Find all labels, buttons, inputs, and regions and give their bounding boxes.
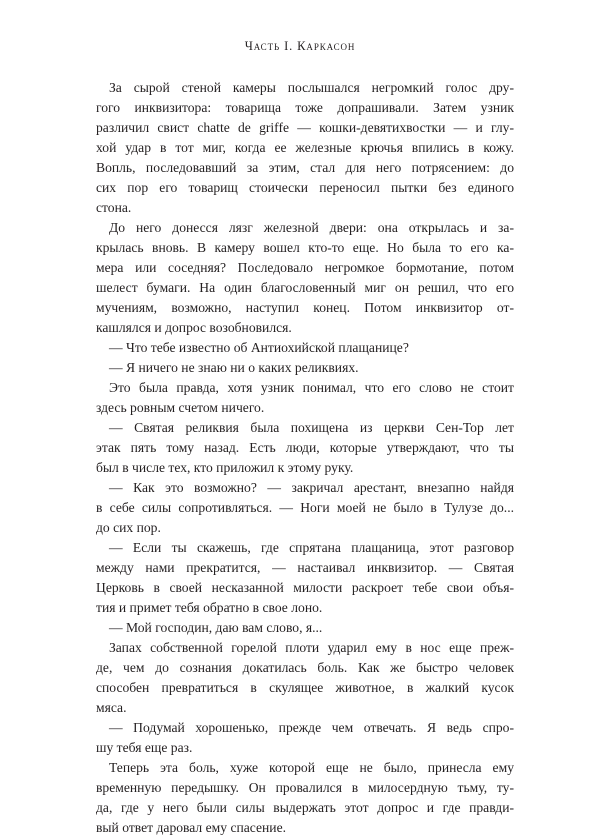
- text-line: мучениям, возможно, наступил конец. Потом инквизитор от-: [96, 300, 514, 315]
- text-line: в себе силы сопротивляться. — Ноги моей не было в Тулузе до...: [96, 500, 514, 515]
- text-line: За сырой стеной камеры послышался негромкий голос дру-: [109, 80, 514, 95]
- text-line: гого инквизитора: товарища тоже допрашивали. Затем узник: [96, 100, 514, 115]
- text-line: временную передышку. Он провалился в милосердную тьму, ту-: [96, 780, 514, 795]
- text-line: шелест бумаги. На один благословенный миг он решил, что его: [96, 280, 514, 295]
- text-line: Это была правда, хотя узник понимал, что его слово не стоит: [109, 380, 514, 395]
- text-line: — Как это возможно? — закричал арестант, внезапно найдя: [109, 480, 514, 495]
- text-line: шу тебя еще раз.: [96, 740, 193, 755]
- text-line: до сих пор.: [96, 520, 161, 535]
- text-line: До него донесся лязг железной двери: она открылась и за-: [109, 220, 514, 235]
- text-line: способен превратиться в скулящее животное, в жалкий кусок: [96, 680, 514, 695]
- text-line: стона.: [96, 200, 132, 215]
- text-line: Запах собственной горелой плоти ударил ему в нос еще преж-: [109, 640, 514, 655]
- text-line: кашлялся и допрос возобновился.: [96, 320, 292, 335]
- text-line: — Святая реликвия была похищена из церкви Сен-Тор лет: [109, 420, 514, 435]
- running-head: Часть I. Каркасон: [244, 39, 356, 53]
- text-line: мера или соседняя? Последовало негромкое бормотание, потом: [96, 260, 514, 275]
- text-line: тия и примет тебя обратно в свое лоно.: [96, 600, 323, 615]
- text-line: различил свист chatte de griffe — кошки-девятихвостки — и глу-: [96, 120, 514, 135]
- text-line: — Что тебе известно об Антиохийской плащанице?: [109, 340, 409, 355]
- text-line: Теперь эта боль, хуже которой еще не было, принесла ему: [109, 760, 514, 775]
- text-line: — Подумай хорошенько, прежде чем отвечать. Я ведь спро-: [109, 720, 514, 735]
- text-line: здесь ровным счетом ничего.: [96, 400, 265, 415]
- text-line: сих пор его товарищ стоически переносил пытки без единого: [96, 180, 514, 195]
- text-line: этак пять тому назад. Есть люди, которые утверждают, что ты: [96, 440, 514, 455]
- text-line: между нами прекратится, — настаивал инквизитор. — Святая: [96, 560, 514, 575]
- text-line: хой удар в тот миг, когда ее железные крючья впились в кожу.: [96, 140, 514, 155]
- text-line: мяса.: [96, 700, 127, 715]
- text-line: — Я ничего не знаю ни о каких реликвиях.: [109, 360, 359, 375]
- text-line: де, чем до сознания докатилась боль. Как же быстро человек: [96, 660, 514, 675]
- text-line: крылась вновь. В камеру вошел кто-то еще. Но была то его ка-: [96, 240, 514, 255]
- text-line: Церковь в своей несказанной милости раскроет тебе свои объя-: [96, 580, 514, 595]
- text-line: был в числе тех, кто приложил к этому руку.: [96, 460, 354, 475]
- body-text: [96, 78, 514, 838]
- text-line: Вопль, последовавший за этим, стал для него потрясением: до: [96, 160, 514, 175]
- text-line: да, где у него были силы выдержать этот допрос и где правди-: [96, 800, 514, 815]
- text-line: — Мой господин, даю вам слово, я...: [109, 620, 323, 635]
- text-line: — Если ты скажешь, где спрятана плащаница, этот разговор: [109, 540, 514, 555]
- text-line: вый ответ даровал ему спасение.: [96, 820, 287, 835]
